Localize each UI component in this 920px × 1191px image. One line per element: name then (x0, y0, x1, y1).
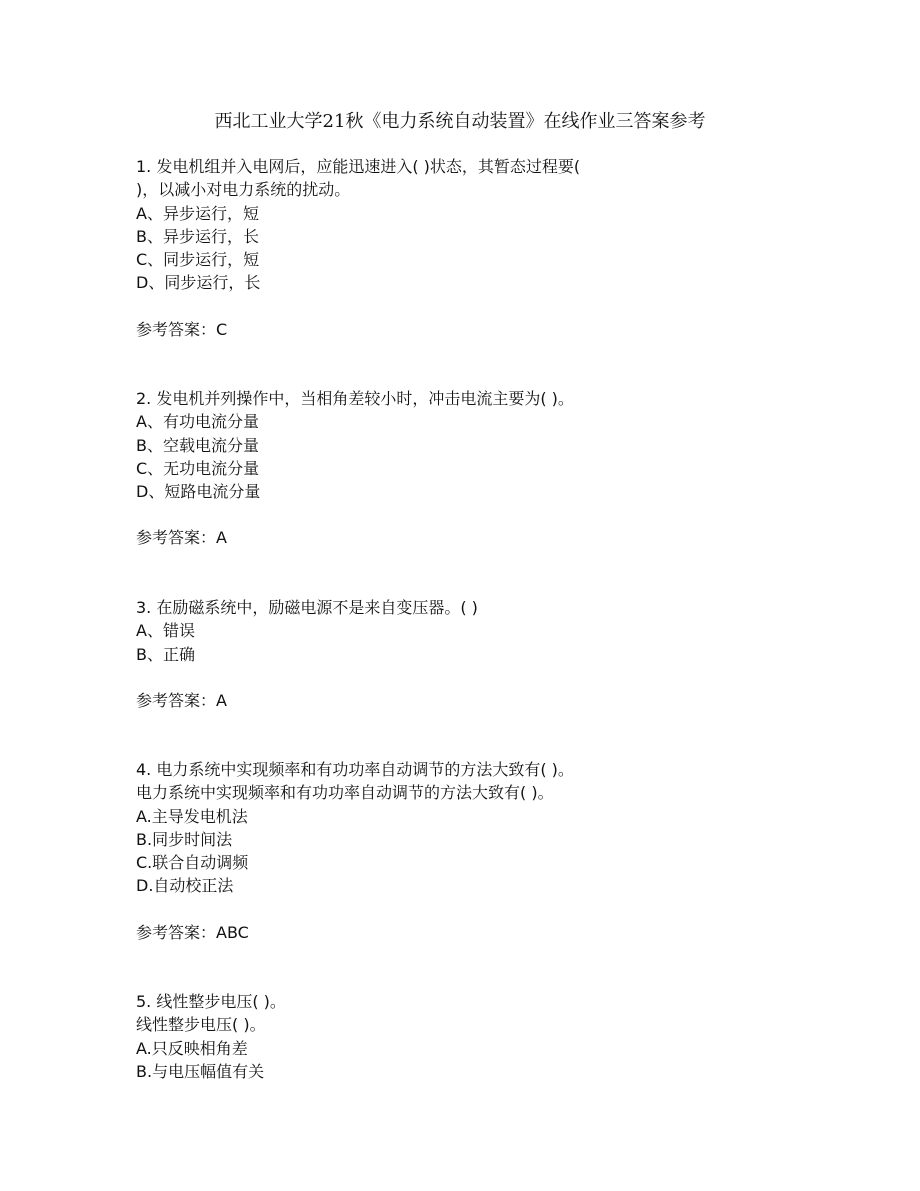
option-c: C.联合自动调频 (136, 853, 249, 873)
option-c: C、同步运行，短 (136, 250, 260, 270)
option-a: A.主导发电机法 (136, 806, 248, 826)
reference-answer: 参考答案：A (136, 690, 227, 710)
option-a: A、有功电流分量 (136, 412, 259, 432)
question-stem: 4. 电力系统中实现频率和有功功率自动调节的方法大致有( )。 (136, 760, 574, 779)
option-d: D.自动校正法 (136, 876, 234, 896)
question-stem: 电力系统中实现频率和有功功率自动调节的方法大致有( )。 (136, 783, 554, 803)
question-3 (136, 596, 696, 758)
option-b: B.同步时间法 (136, 829, 233, 849)
question-1 (136, 155, 696, 387)
question-stem: 5. 线性整步电压( )。 (136, 992, 286, 1011)
option-b: B.与电压幅值有关 (136, 1061, 265, 1081)
question-stem: 2. 发电机并列操作中，当相角差较小时，冲击电流主要为( )。 (136, 389, 574, 408)
reference-answer: 参考答案：A (136, 528, 227, 548)
option-b: B、空载电流分量 (136, 435, 259, 455)
reference-answer: 参考答案：ABC (136, 922, 249, 942)
question-2 (136, 387, 696, 596)
question-4 (136, 758, 696, 990)
option-c: C、无功电流分量 (136, 458, 260, 478)
option-a: A.只反映相角差 (136, 1038, 248, 1058)
document-title: 西北工业大学21秋《电力系统自动装置》在线作业三答案参考 (214, 111, 706, 132)
reference-answer: 参考答案：C (136, 319, 228, 339)
option-b: B、异步运行，长 (136, 226, 259, 246)
option-b: B、正确 (136, 644, 195, 664)
question-list (136, 155, 696, 1130)
question-5 (136, 990, 696, 1130)
question-stem: )，以减小对电力系统的扰动。 (136, 180, 351, 200)
question-stem: 3. 在励磁系统中，励磁电源不是来自变压器。( ) (136, 598, 478, 617)
option-a: A、异步运行，短 (136, 203, 259, 223)
question-stem: 线性整步电压( )。 (136, 1015, 266, 1035)
option-a: A、错误 (136, 621, 195, 641)
option-d: D、短路电流分量 (136, 482, 261, 502)
question-stem: 1. 发电机组并入电网后，应能迅速进入( )状态，其暂态过程要( (136, 157, 581, 176)
option-d: D、同步运行，长 (136, 273, 261, 293)
